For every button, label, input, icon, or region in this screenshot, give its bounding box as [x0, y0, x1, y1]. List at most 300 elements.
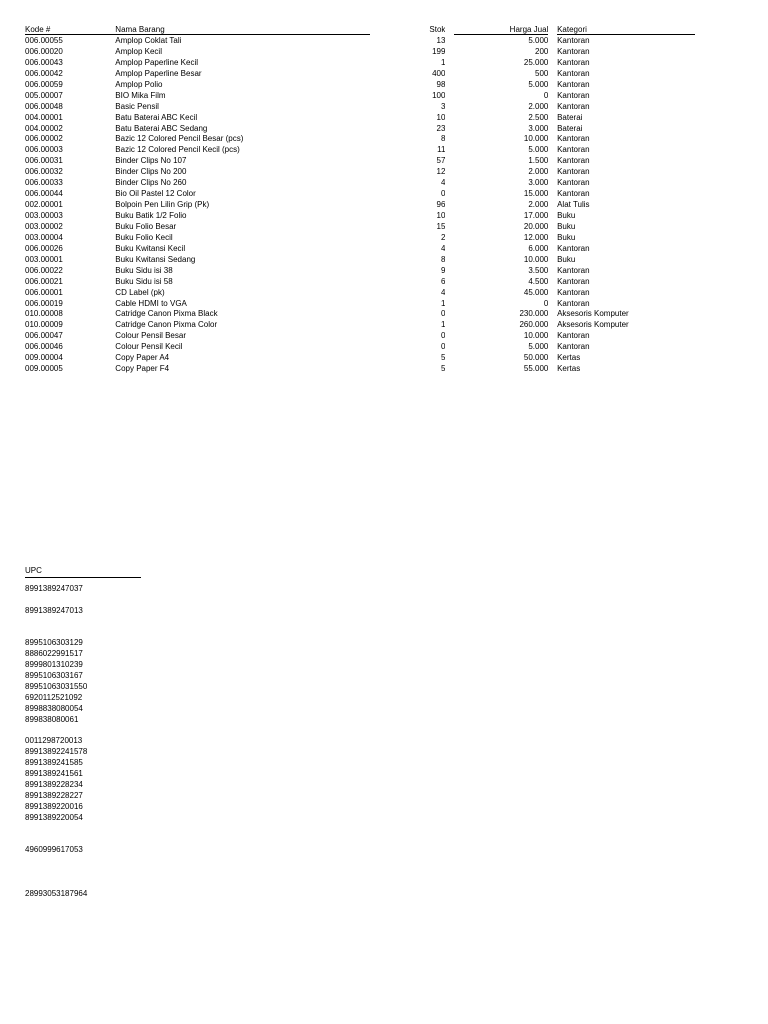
cell-kategori: Baterai: [557, 112, 583, 122]
cell-spacer: [548, 308, 557, 319]
cell-spacer: [548, 90, 557, 101]
cell-spacer: [370, 35, 389, 46]
cell-spacer: [548, 144, 557, 155]
cell-spacer: [370, 254, 389, 265]
cell-spacer: [548, 352, 557, 363]
cell-stok: 1: [440, 298, 446, 308]
cell-spacer: [548, 232, 557, 243]
cell-nama-barang: Batu Baterai ABC Sedang: [115, 123, 208, 133]
table-row: [25, 243, 695, 254]
cell-kode: 006.00019: [25, 298, 63, 308]
cell-spacer: [370, 188, 389, 199]
cell-spacer: [548, 35, 557, 46]
cell-kategori: Buku: [557, 254, 576, 264]
table-row: [25, 90, 695, 101]
cell-harga-jual: 230.000: [519, 309, 549, 319]
cell-kode: 006.00042: [25, 68, 63, 78]
cell-spacer: [370, 133, 389, 144]
cell-nama-barang: Buku Batik 1/2 Folio: [115, 211, 187, 220]
cell-harga-jual: 5.000: [528, 36, 549, 45]
cell-spacer: [370, 341, 389, 352]
cell-nama-barang: Catridge Canon Pixma Color: [115, 320, 218, 330]
upc-column: [25, 566, 141, 900]
table-row: [25, 276, 695, 287]
cell-stok: 11: [437, 145, 446, 155]
upc-item: 8995106303167: [25, 671, 83, 681]
cell-nama-barang: Buku Sidu isi 58: [115, 276, 173, 286]
cell-kategori: Kantoran: [557, 167, 590, 177]
cell-kategori: Kantoran: [557, 331, 590, 341]
cell-spacer: [548, 276, 557, 287]
cell-spacer: [548, 298, 557, 309]
cell-kategori: Kantoran: [557, 79, 590, 89]
cell-kode: 006.00026: [25, 243, 63, 253]
cell-kode: 004.00002: [25, 123, 63, 133]
header-nama-barang: Nama Barang: [115, 24, 369, 35]
cell-spacer: [548, 341, 557, 352]
cell-spacer: [548, 112, 557, 123]
cell-nama-barang: Buku Folio Kecil: [115, 232, 173, 242]
table-row: [25, 298, 695, 309]
cell-kode: 002.00001: [25, 200, 63, 210]
cell-spacer: [445, 46, 454, 57]
cell-stok: 0: [440, 331, 446, 341]
cell-kategori: Aksesoris Komputer: [557, 309, 629, 319]
cell-spacer: [445, 319, 454, 330]
cell-nama-barang: CD Label (pk): [115, 287, 165, 297]
cell-spacer: [370, 112, 389, 123]
cell-kode: 006.00046: [25, 342, 63, 352]
cell-stok: 10: [436, 112, 446, 122]
cell-spacer: [370, 155, 389, 166]
cell-spacer: [445, 199, 454, 210]
table-row: [25, 57, 695, 68]
upc-item: 8991389247037: [25, 584, 83, 593]
upc-item: 8999801310239: [25, 660, 83, 670]
cell-spacer: [548, 166, 557, 177]
table-row: [25, 210, 695, 221]
cell-nama-barang: Bazic 12 Colored Pencil Kecil (pcs): [115, 145, 240, 155]
table-row: [25, 144, 695, 155]
table-row: [25, 287, 695, 298]
cell-nama-barang: Colour Pensil Kecil: [115, 342, 183, 352]
table-body: [25, 35, 695, 374]
cell-harga-jual: 2.000: [528, 167, 549, 177]
cell-harga-jual: 260.000: [519, 320, 549, 330]
upc-item: 8991389241561: [25, 769, 83, 779]
cell-spacer: [548, 319, 557, 330]
cell-spacer: [445, 177, 454, 188]
cell-spacer: [548, 287, 557, 298]
cell-stok: 8: [440, 254, 446, 264]
cell-kategori: Baterai: [557, 123, 583, 133]
cell-kategori: Kantoran: [557, 178, 590, 188]
cell-stok: 5: [440, 364, 446, 374]
cell-stok: 15: [436, 221, 446, 231]
cell-spacer: [445, 254, 454, 265]
cell-kode: 005.00007: [25, 90, 63, 100]
cell-kategori: Kantoran: [557, 265, 590, 275]
cell-nama-barang: Copy Paper F4: [115, 364, 170, 374]
cell-kategori: Kantoran: [557, 57, 590, 67]
upc-item: [25, 628, 141, 639]
cell-harga-jual: 0: [543, 90, 549, 100]
cell-spacer: [548, 243, 557, 254]
cell-stok: 12: [436, 167, 446, 177]
cell-spacer: [445, 112, 454, 123]
cell-harga-jual: 3.500: [528, 265, 549, 275]
table-row: [25, 79, 695, 90]
cell-kode: 004.00001: [25, 112, 63, 122]
cell-kode: 006.00055: [25, 36, 63, 45]
cell-kode: 006.00022: [25, 265, 63, 275]
cell-spacer: [548, 265, 557, 276]
cell-kode: 006.00032: [25, 167, 63, 177]
table-row: [25, 308, 695, 319]
cell-harga-jual: 2.500: [528, 112, 549, 122]
cell-spacer: [548, 46, 557, 57]
table-row: [25, 352, 695, 363]
cell-spacer: [445, 68, 454, 79]
header-spacer: [445, 24, 454, 35]
table-row: [25, 112, 695, 123]
upc-item: 0011298720013: [25, 736, 83, 746]
cell-nama-barang: Amplop Kecil: [115, 46, 162, 56]
cell-kategori: Kantoran: [557, 156, 590, 166]
cell-nama-barang: Cable HDMI to VGA: [115, 298, 187, 308]
cell-kategori: Kantoran: [557, 46, 590, 56]
header-kode: Kode #: [25, 24, 115, 35]
cell-nama-barang: Copy Paper A4: [115, 353, 170, 363]
cell-spacer: [445, 330, 454, 341]
upc-item: 8995106303129: [25, 638, 83, 648]
upc-item: [25, 726, 141, 737]
cell-kategori: Kantoran: [557, 287, 590, 297]
table-row: [25, 363, 695, 374]
table-row: [25, 155, 695, 166]
cell-stok: 10: [436, 211, 446, 220]
cell-kategori: Alat Tulis: [557, 200, 590, 210]
upc-list: [25, 584, 141, 900]
cell-spacer: [548, 155, 557, 166]
cell-spacer: [370, 199, 389, 210]
cell-spacer: [370, 166, 389, 177]
cell-spacer: [445, 57, 454, 68]
cell-kategori: Kantoran: [557, 134, 590, 144]
upc-item: [25, 824, 141, 835]
cell-nama-barang: Amplop Coklat Tali: [115, 36, 182, 45]
cell-kode: 006.00020: [25, 46, 63, 56]
cell-stok: 400: [432, 68, 446, 78]
cell-harga-jual: 55.000: [523, 364, 549, 374]
cell-kode: 009.00004: [25, 353, 63, 363]
cell-nama-barang: Colour Pensil Besar: [115, 331, 186, 341]
cell-kode: 006.00021: [25, 276, 63, 286]
upc-item: 8991389247013: [25, 605, 83, 615]
cell-harga-jual: 5.000: [528, 145, 549, 155]
cell-nama-barang: Amplop Polio: [115, 79, 163, 89]
cell-spacer: [370, 243, 389, 254]
table-row: [25, 254, 695, 265]
cell-nama-barang: Binder Clips No 200: [115, 167, 187, 177]
header-harga-jual: Harga Jual: [454, 24, 548, 35]
cell-kategori: Kantoran: [557, 276, 590, 286]
cell-spacer: [548, 133, 557, 144]
cell-harga-jual: 6.000: [528, 243, 549, 253]
upc-header: UPC: [25, 566, 141, 578]
cell-nama-barang: Buku Folio Besar: [115, 221, 177, 231]
cell-harga-jual: 10.000: [523, 254, 549, 264]
cell-spacer: [370, 265, 389, 276]
cell-kode: 003.00003: [25, 211, 63, 220]
upc-item: 89913892241578: [25, 747, 88, 757]
cell-kategori: Kantoran: [557, 298, 590, 308]
cell-spacer: [548, 188, 557, 199]
cell-spacer: [445, 243, 454, 254]
table-row: [25, 188, 695, 199]
cell-spacer: [548, 177, 557, 188]
header-spacer: [370, 24, 389, 35]
table-row: [25, 46, 695, 57]
cell-harga-jual: 10.000: [523, 331, 549, 341]
table-row: [25, 166, 695, 177]
cell-spacer: [370, 210, 389, 221]
cell-spacer: [370, 144, 389, 155]
cell-kode: 006.00048: [25, 101, 63, 111]
cell-harga-jual: 200: [535, 46, 549, 56]
cell-kode: 003.00004: [25, 232, 63, 242]
cell-stok: 2: [440, 232, 446, 242]
cell-harga-jual: 2.000: [528, 101, 549, 111]
table-row: [25, 232, 695, 243]
cell-spacer: [445, 79, 454, 90]
cell-spacer: [370, 287, 389, 298]
cell-spacer: [445, 133, 454, 144]
cell-harga-jual: 12.000: [523, 232, 549, 242]
cell-spacer: [445, 352, 454, 363]
cell-kategori: Aksesoris Komputer: [557, 320, 629, 330]
cell-stok: 0: [440, 342, 446, 352]
cell-harga-jual: 5.000: [528, 79, 549, 89]
cell-spacer: [548, 330, 557, 341]
cell-kategori: Kantoran: [557, 90, 590, 100]
cell-spacer: [548, 199, 557, 210]
table-row: [25, 68, 695, 79]
cell-harga-jual: 500: [535, 68, 549, 78]
cell-stok: 57: [436, 156, 446, 166]
cell-harga-jual: 3.000: [528, 123, 549, 133]
cell-spacer: [370, 298, 389, 309]
cell-spacer: [370, 177, 389, 188]
cell-harga-jual: 3.000: [528, 178, 549, 188]
cell-stok: 4: [440, 287, 446, 297]
cell-spacer: [548, 254, 557, 265]
cell-kode: 010.00009: [25, 320, 63, 330]
cell-stok: 0: [440, 189, 446, 199]
cell-spacer: [370, 221, 389, 232]
upc-item: [25, 595, 141, 606]
cell-kategori: Kantoran: [557, 36, 590, 45]
cell-spacer: [370, 101, 389, 112]
cell-kategori: Kantoran: [557, 101, 590, 111]
cell-kode: 006.00003: [25, 145, 63, 155]
cell-stok: 3: [440, 101, 446, 111]
cell-spacer: [445, 308, 454, 319]
cell-stok: 6: [440, 276, 446, 286]
cell-spacer: [445, 155, 454, 166]
table-row: [25, 221, 695, 232]
cell-stok: 199: [432, 46, 446, 56]
upc-item: [25, 617, 141, 628]
cell-harga-jual: 25.000: [523, 57, 549, 67]
cell-nama-barang: Amplop Paperline Besar: [115, 68, 202, 78]
table-row: [25, 199, 695, 210]
upc-item: 8998838080054: [25, 703, 83, 713]
cell-kategori: Buku: [557, 232, 576, 242]
cell-spacer: [370, 57, 389, 68]
cell-spacer: [370, 330, 389, 341]
upc-item: 89951063031550: [25, 682, 88, 692]
cell-kode: 006.00001: [25, 287, 63, 297]
cell-stok: 5: [440, 353, 446, 363]
upc-item: 8886022991517: [25, 649, 83, 659]
cell-spacer: [445, 298, 454, 309]
cell-spacer: [548, 363, 557, 374]
cell-harga-jual: 15.000: [523, 189, 549, 199]
header-stok: Stok: [429, 25, 446, 34]
table-row: [25, 133, 695, 144]
cell-stok: 1: [440, 57, 446, 67]
cell-harga-jual: 4.500: [528, 276, 549, 286]
cell-kode: 010.00008: [25, 309, 63, 319]
cell-nama-barang: Bio Oil Pastel 12 Color: [115, 189, 196, 199]
cell-stok: 98: [436, 79, 446, 89]
upc-item: 8991389241585: [25, 758, 83, 768]
cell-kode: 003.00001: [25, 254, 63, 264]
cell-harga-jual: 17.000: [523, 211, 549, 220]
upc-item: 8991389220016: [25, 801, 83, 811]
cell-spacer: [370, 319, 389, 330]
cell-spacer: [370, 68, 389, 79]
cell-kode: 006.00059: [25, 79, 63, 89]
cell-kode: 006.00044: [25, 189, 63, 199]
cell-spacer: [445, 232, 454, 243]
table-row: [25, 341, 695, 352]
cell-spacer: [370, 308, 389, 319]
inventory-table: [25, 24, 695, 374]
cell-stok: 100: [432, 90, 446, 100]
cell-spacer: [445, 35, 454, 46]
cell-kategori: Kantoran: [557, 189, 590, 199]
cell-spacer: [548, 101, 557, 112]
cell-spacer: [445, 90, 454, 101]
cell-nama-barang: BIO Mika Film: [115, 90, 166, 100]
table-row: [25, 319, 695, 330]
cell-stok: 4: [440, 243, 446, 253]
cell-nama-barang: Buku Kwitansi Sedang: [115, 254, 196, 264]
cell-kategori: Kertas: [557, 353, 581, 363]
cell-spacer: [445, 276, 454, 287]
cell-stok: 4: [440, 178, 446, 188]
cell-spacer: [445, 210, 454, 221]
cell-spacer: [370, 352, 389, 363]
cell-nama-barang: Bolpoin Pen Lilin Grip (Pk): [115, 200, 210, 210]
cell-spacer: [370, 79, 389, 90]
cell-spacer: [370, 232, 389, 243]
header-kategori: Kategori: [557, 24, 695, 35]
cell-nama-barang: Amplop Paperline Kecil: [115, 57, 199, 67]
cell-spacer: [548, 68, 557, 79]
cell-kategori: Kertas: [557, 364, 581, 374]
cell-spacer: [370, 363, 389, 374]
cell-stok: 1: [440, 320, 446, 330]
upc-item: 28993053187964: [25, 888, 88, 898]
table-header-row: [25, 24, 695, 35]
cell-spacer: [370, 123, 389, 134]
table-row: [25, 123, 695, 134]
cell-spacer: [445, 188, 454, 199]
cell-harga-jual: 5.000: [528, 342, 549, 352]
table-row: [25, 101, 695, 112]
cell-harga-jual: 50.000: [523, 353, 549, 363]
upc-item: [25, 834, 141, 845]
cell-stok: 23: [436, 123, 446, 133]
cell-kode: 003.00002: [25, 221, 63, 231]
cell-kategori: Kantoran: [557, 243, 590, 253]
cell-kode: 006.00047: [25, 331, 63, 341]
cell-kode: 006.00031: [25, 156, 63, 166]
cell-spacer: [445, 221, 454, 232]
cell-kategori: Kantoran: [557, 68, 590, 78]
header-spacer: [548, 24, 557, 35]
cell-spacer: [548, 123, 557, 134]
cell-kode: 006.00043: [25, 57, 63, 67]
cell-stok: 8: [440, 134, 446, 144]
upc-item: 8991389220054: [25, 812, 83, 822]
cell-spacer: [548, 79, 557, 90]
cell-spacer: [445, 265, 454, 276]
cell-kategori: Kantoran: [557, 145, 590, 155]
upc-item: [25, 856, 141, 867]
cell-kode: 009.00005: [25, 364, 63, 374]
cell-spacer: [445, 363, 454, 374]
upc-item: [25, 867, 141, 878]
cell-harga-jual: 2.000: [528, 200, 549, 210]
cell-spacer: [370, 46, 389, 57]
cell-kategori: Kantoran: [557, 342, 590, 352]
cell-kode: 006.00002: [25, 134, 63, 144]
upc-item: 6920112521092: [25, 692, 83, 702]
cell-spacer: [548, 210, 557, 221]
cell-stok: 0: [440, 309, 446, 319]
cell-stok: 96: [436, 200, 446, 210]
cell-harga-jual: 20.000: [523, 221, 549, 231]
cell-spacer: [445, 341, 454, 352]
cell-nama-barang: Bazic 12 Colored Pencil Besar (pcs): [115, 134, 244, 144]
cell-harga-jual: 0: [543, 298, 549, 308]
cell-harga-jual: 1.500: [528, 156, 549, 166]
cell-harga-jual: 10.000: [523, 134, 549, 144]
cell-spacer: [445, 101, 454, 112]
table-row: [25, 330, 695, 341]
cell-spacer: [370, 276, 389, 287]
cell-kode: 006.00033: [25, 178, 63, 188]
cell-nama-barang: Binder Clips No 107: [115, 156, 187, 166]
cell-spacer: [370, 90, 389, 101]
upc-item: [25, 878, 141, 889]
upc-item: 4960999617053: [25, 845, 83, 855]
table-row: [25, 265, 695, 276]
